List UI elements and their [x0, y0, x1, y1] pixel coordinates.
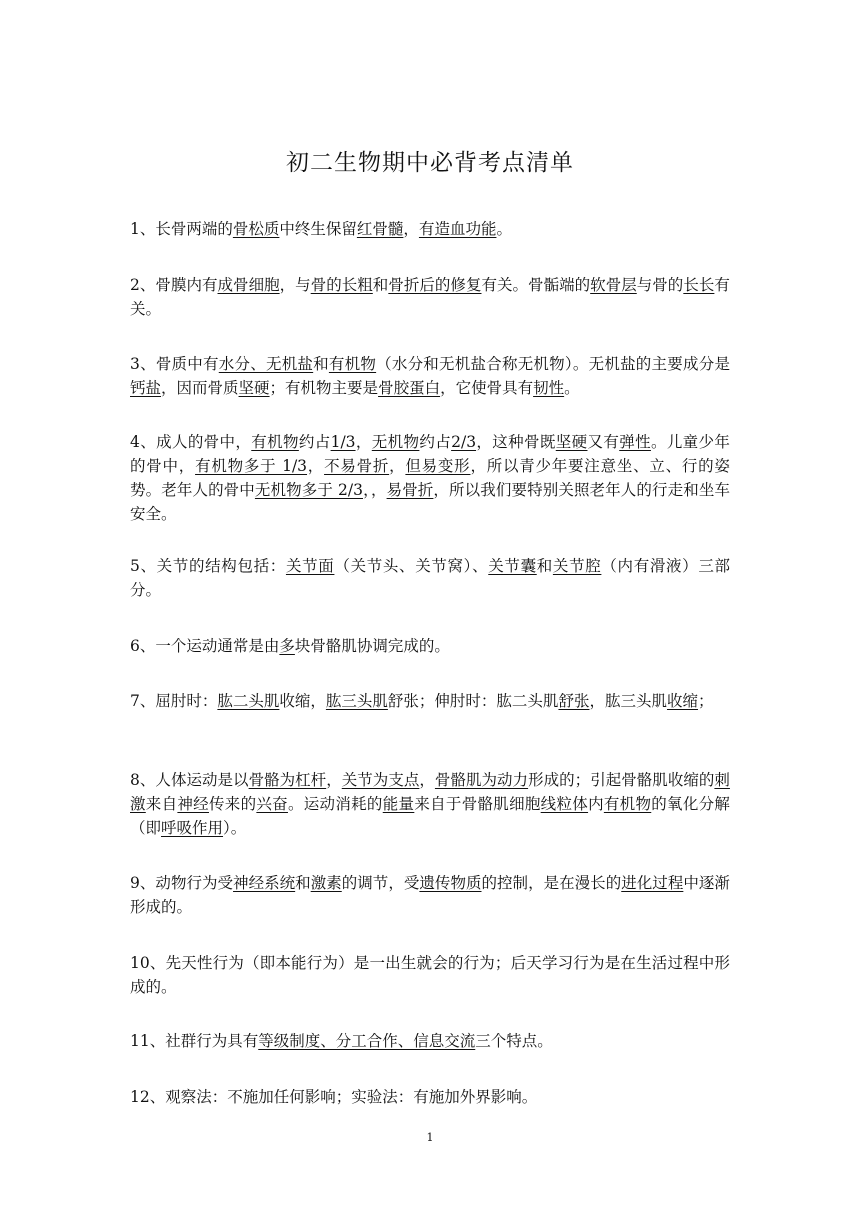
text-segment: 舒张；伸肘时：肱二头肌 — [387, 692, 559, 710]
text-segment: 收缩， — [279, 692, 326, 710]
text-segment: （关节头、关节窝）、 — [334, 557, 489, 575]
keyword-underlined: 骨的长粗 — [310, 276, 373, 294]
keyword-underlined: 关节面 — [285, 557, 335, 575]
keyword-underlined: 有机物 — [603, 795, 652, 813]
keyword-underlined: 水分、无机盐 — [218, 355, 314, 373]
text-segment: ）。 — [223, 819, 247, 837]
text-segment: 1、长骨两端的 — [130, 220, 233, 238]
text-segment: （水分和无机盐合称无机物）。无机盐的主要成分是 — [376, 355, 730, 373]
point-12 — [130, 1085, 730, 1109]
keyword-underlined: 骨松质 — [232, 220, 280, 238]
page-title: 初二生物期中必背考点清单 — [286, 150, 574, 176]
keyword-underlined: 神经 — [177, 795, 209, 813]
text-segment: 有关。 — [130, 276, 730, 318]
text-segment: ，肱三头肌 — [589, 692, 667, 710]
keyword-underlined: 不易骨折 — [324, 457, 390, 475]
text-segment: ， — [389, 457, 406, 475]
text-segment: 传来的 — [208, 795, 257, 813]
keyword-underlined: 弹性 — [619, 433, 651, 451]
keyword-underlined: 坚硬 — [238, 379, 270, 397]
text-segment: 6、一个运动通常是由 — [130, 637, 280, 655]
text-segment: （内有滑液）三部分。 — [130, 557, 730, 599]
keyword-underlined: 1/3 — [330, 433, 356, 451]
text-segment: 和 — [372, 276, 389, 294]
keyword-underlined: 关节为支点 — [341, 771, 420, 789]
keyword-underlined: 进化过程 — [621, 874, 684, 892]
keyword-underlined: 易骨折 — [386, 481, 434, 499]
text-segment: 有关。骨骺端的 — [481, 276, 591, 294]
text-segment: 的控制，是在漫长的 — [481, 874, 622, 892]
text-segment: ， — [326, 771, 342, 789]
keyword-underlined: 收缩 — [666, 692, 698, 710]
text-segment: 4、成人的骨中， — [130, 433, 252, 451]
keyword-underlined: 无机物 — [371, 433, 420, 451]
text-segment: 9、动物行为受 — [130, 874, 234, 892]
text-segment: 的氧化分解（即 — [130, 795, 730, 837]
text-segment: 来自 — [145, 795, 178, 813]
text-segment: 7、屈肘时： — [130, 692, 218, 710]
text-segment: ，因而骨质 — [161, 379, 239, 397]
text-segment: 三个特点。 — [475, 1032, 553, 1050]
text-segment: ， — [403, 220, 419, 238]
keyword-underlined: 兴奋 — [256, 795, 288, 813]
keyword-underlined: 骨骼为杠杆 — [248, 771, 327, 789]
point-9 — [130, 871, 730, 919]
text-segment: 约占 — [298, 433, 331, 451]
point-4 — [130, 430, 730, 526]
text-segment: 12、观察法：不施加任何影响；实验法：有施加外界影响。 — [130, 1088, 538, 1106]
text-segment: ， — [419, 771, 435, 789]
text-segment: 内 — [588, 795, 604, 813]
text-segment: ，这种骨既 — [476, 433, 556, 451]
text-segment: 5、关节的结构包括： — [130, 557, 286, 575]
point-2 — [130, 273, 730, 321]
keyword-underlined: 长长 — [683, 276, 715, 294]
keyword-underlined: 等级制度、分工合作、信息交流 — [258, 1032, 476, 1050]
text-segment: ， — [355, 433, 372, 451]
keyword-underlined: 骨胶蛋白 — [378, 379, 441, 397]
text-segment: 10、先天性行为（即本能行为）是一出生就会的行为；后天学习行为是在生活过程中形成的。 — [130, 954, 730, 996]
text-segment: 11、社群行为具有 — [130, 1032, 259, 1050]
keyword-underlined: 有机物多于 1/3 — [195, 457, 308, 475]
keyword-underlined: 遗传物质 — [419, 874, 482, 892]
text-segment: 中逐渐形成的。 — [130, 874, 730, 916]
keyword-underlined: 有造血功能 — [418, 220, 497, 238]
keyword-underlined: 2/3 — [451, 433, 477, 451]
text-segment: 。儿童少年的骨中， — [130, 433, 730, 475]
text-segment: 和 — [295, 874, 311, 892]
text-segment: ，， — [362, 481, 387, 499]
keyword-underlined: 线粒体 — [540, 795, 589, 813]
text-segment: 与骨的 — [636, 276, 684, 294]
text-segment: 。运动消耗的 — [287, 795, 383, 813]
keyword-underlined: 骨骼肌为动力 — [434, 771, 529, 789]
text-segment: 2、骨膜内有 — [130, 276, 218, 294]
text-segment: 8、人体运动是以 — [130, 771, 249, 789]
text-segment: 中终生保留 — [279, 220, 357, 238]
text-segment: 。 — [496, 220, 512, 238]
keyword-underlined: 成骨细胞 — [217, 276, 280, 294]
text-segment: ，所以青少年要注意坐、立、行的姿势。老年人的骨中 — [130, 457, 730, 499]
keyword-underlined: 肱二头肌 — [217, 692, 280, 710]
point-5 — [130, 554, 730, 602]
text-segment: 约占 — [419, 433, 452, 451]
keyword-underlined: 能量 — [382, 795, 415, 813]
keyword-underlined: 肱三头肌 — [325, 692, 388, 710]
keyword-underlined: 多 — [279, 637, 295, 655]
keyword-underlined: 激素 — [310, 874, 342, 892]
text-segment: ， — [307, 457, 325, 475]
point-6 — [130, 634, 730, 658]
keyword-underlined: 舒张 — [558, 692, 590, 710]
point-7 — [130, 689, 730, 713]
point-10 — [130, 951, 730, 999]
keyword-underlined: 有机物 — [251, 433, 299, 451]
keyword-underlined: 刺激 — [130, 771, 730, 813]
text-segment: 块骨骼肌协调完成的。 — [294, 637, 450, 655]
keyword-underlined: 坚硬 — [555, 433, 588, 451]
text-segment: 形成的；引起骨骼肌收缩的 — [528, 771, 715, 789]
point-3 — [130, 352, 730, 400]
text-segment: 3、骨质中有 — [130, 355, 219, 373]
keyword-underlined: 但易变形 — [405, 457, 471, 475]
point-11 — [130, 1029, 730, 1053]
text-segment: 和 — [536, 557, 553, 575]
page-number: 1 — [426, 1131, 434, 1144]
text-segment: ，它使骨具有 — [440, 379, 534, 397]
text-segment: 又有 — [587, 433, 620, 451]
point-8 — [130, 768, 730, 840]
text-segment: ； — [697, 692, 714, 710]
keyword-underlined: 关节囊 — [488, 557, 537, 575]
keyword-underlined: 韧性 — [533, 379, 565, 397]
text-segment: 。 — [564, 379, 580, 397]
keyword-underlined: 呼吸作用 — [161, 819, 224, 837]
text-segment: 的调节，受 — [341, 874, 420, 892]
keyword-underlined: 有机物 — [328, 355, 377, 373]
text-segment: ；有机物主要是 — [269, 379, 379, 397]
text-segment: ，所以我们要特别关照老年人的行走和坐车安全。 — [130, 481, 730, 523]
keyword-underlined: 关节腔 — [552, 557, 602, 575]
text-segment: 来自于骨骼肌细胞 — [414, 795, 541, 813]
text-segment: 和 — [313, 355, 329, 373]
keyword-underlined: 钙盐 — [130, 379, 162, 397]
keyword-underlined: 无机物多于 2/3 — [254, 481, 363, 499]
keyword-underlined: 红骨髓 — [356, 220, 404, 238]
point-1 — [130, 217, 730, 241]
text-segment: ，与 — [279, 276, 311, 294]
keyword-underlined: 软骨层 — [590, 276, 637, 294]
keyword-underlined: 骨折后的修复 — [388, 276, 482, 294]
keyword-underlined: 神经系统 — [233, 874, 296, 892]
